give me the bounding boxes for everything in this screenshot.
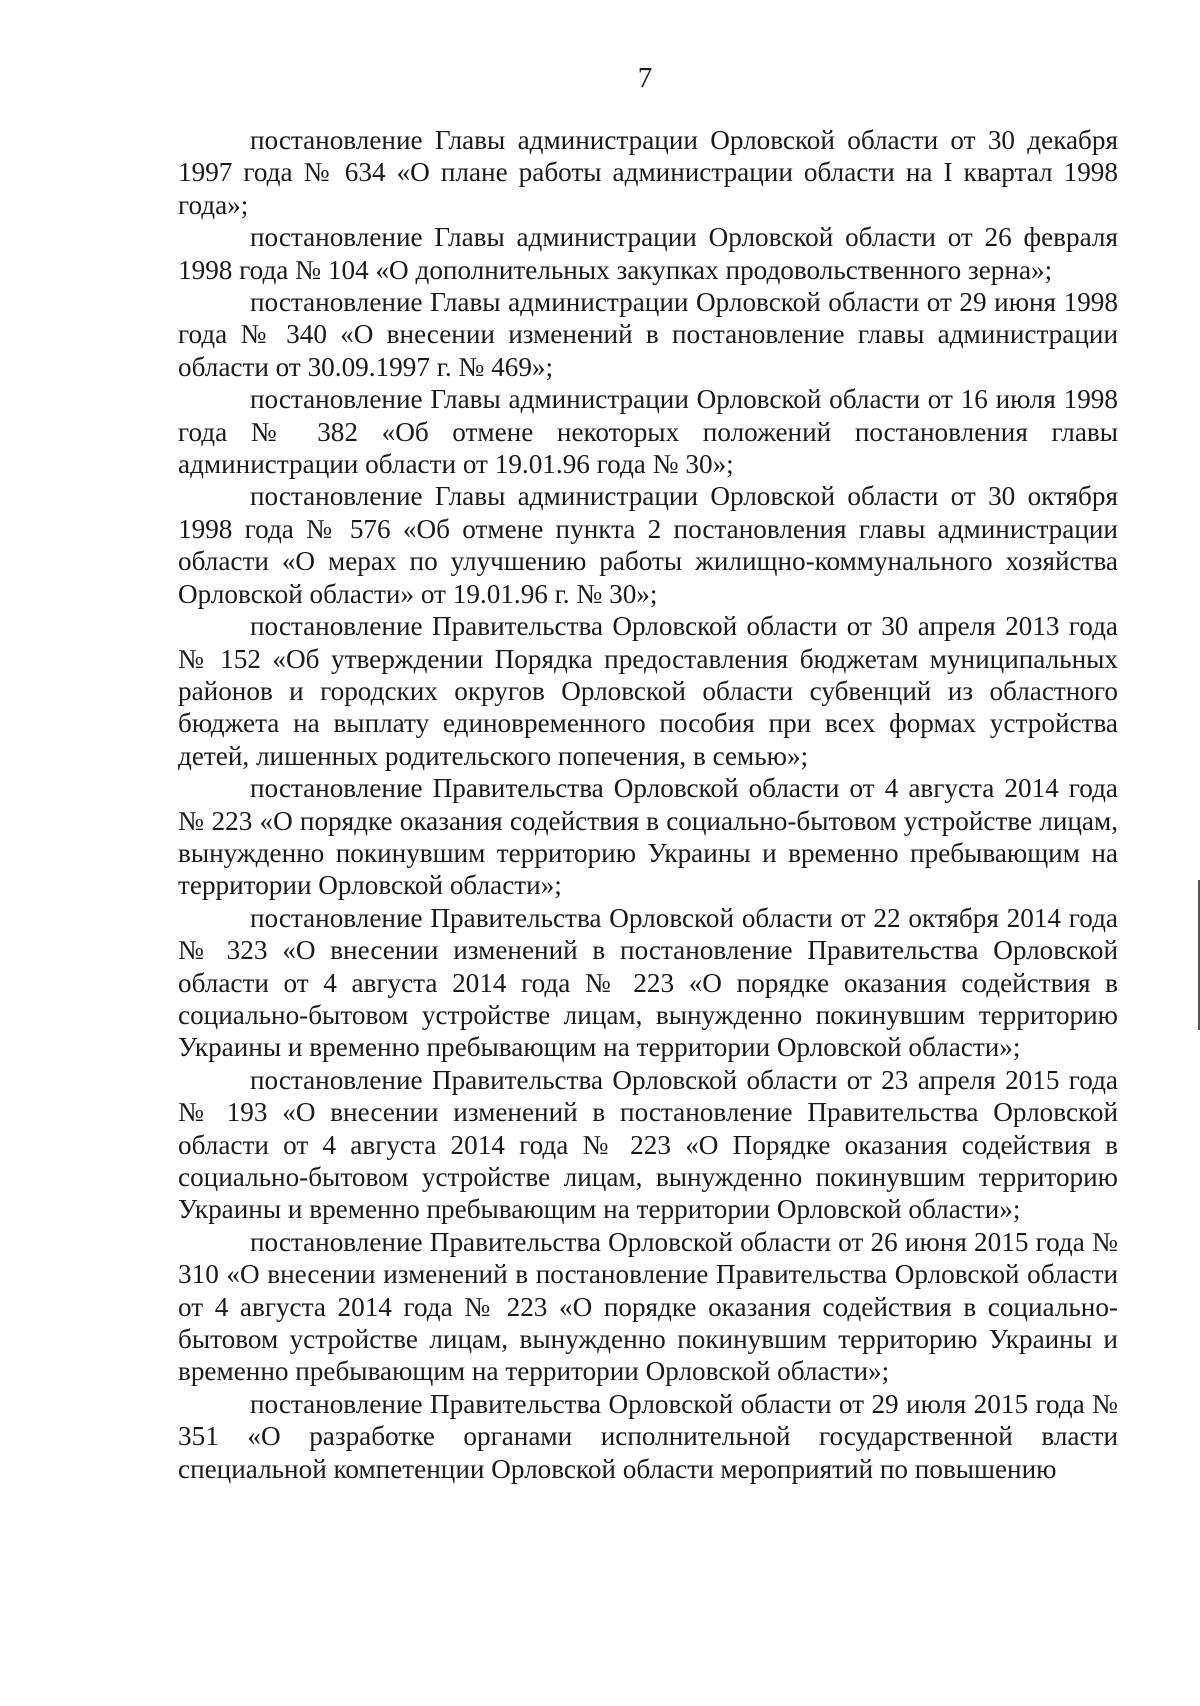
paragraph-7: постановление Правительства Орловской области от 4 августа 2014 года № 223 «О порядке оказания содействия в социально-бытовом устройстве лицам, вынужденно покинувшим территорию Украины и временно пребывающим на территории Орловской области»; — [178, 773, 1118, 901]
paragraph-6: постановление Правительства Орловской области от 30 апреля 2013 года № 152 «Об утверждении Порядка предоставления бюджетам муниципальных районов и городских округов Орловской области субвенций из областного бюджета на выплату единовременного пособия при всех формах устройства детей, лишенных родительского попечения, в семью»; — [178, 611, 1118, 771]
page-number: 7 — [637, 62, 653, 94]
paragraph-5: постановление Главы администрации Орловской области от 30 октября 1998 года № 576 «Об отмене пункта 2 постановления главы администрации области «О мерах по улучшению работы жилищно-коммунального хозяйства Орловской области» от 19.01.96 г. № 30»; — [178, 481, 1118, 609]
paragraph-11: постановление Правительства Орловской области от 29 июля 2015 года № 351 «О разработке органами исполнительной государственной власти специальной компетенции Орловской области мероприятий по повышению — [178, 1388, 1118, 1484]
paragraph-4: постановление Главы администрации Орловской области от 16 июля 1998 года № 382 «Об отмене некоторых положений постановления главы администрации области от 19.01.96 года № 30»; — [178, 384, 1118, 480]
paragraph-8: постановление Правительства Орловской области от 22 октября 2014 года № 323 «О внесении изменений в постановление Правительства Орловской области от 4 августа 2014 года № 223 «О порядке оказания содействия в социально-бытовом устройстве лицам, вынужденно покинувшим территорию Украины и временно пребывающим на территории Орловской области»; — [178, 902, 1118, 1063]
paragraph-2: постановление Главы администрации Орловской области от 26 февраля 1998 года № 104 «О дополнительных закупках продовольственного зерна»; — [178, 222, 1118, 285]
paragraph-9: постановление Правительства Орловской области от 23 апреля 2015 года № 193 «О внесении изменений в постановление Правительства Орловской области от 4 августа 2014 года № 223 «О Порядке оказания содействия в социально-бытовом устройстве лицам, вынужденно покинувшим территорию Украины и временно пребывающим на территории Орловской области»; — [178, 1064, 1118, 1225]
document-body — [178, 124, 1118, 1485]
paragraph-1: постановление Главы администрации Орловской области от 30 декабря 1997 года № 634 «О плане работы администрации области на I квартал 1998 года»; — [178, 125, 1118, 220]
paragraph-10: постановление Правительства Орловской области от 26 июня 2015 года № 310 «О внесении изменений в постановление Правительства Орловской области от 4 августа 2014 года № 223 «О порядке оказания содействия в социально-бытовом устройстве лицам, вынужденно покинувшим территорию Украины и временно пребывающим на территории Орловской области»; — [178, 1226, 1118, 1387]
paragraph-3: постановление Главы администрации Орловской области от 29 июня 1998 года № 340 «О внесении изменений в постановление главы администрации области от 30.09.1997 г. № 469»; — [178, 287, 1118, 382]
